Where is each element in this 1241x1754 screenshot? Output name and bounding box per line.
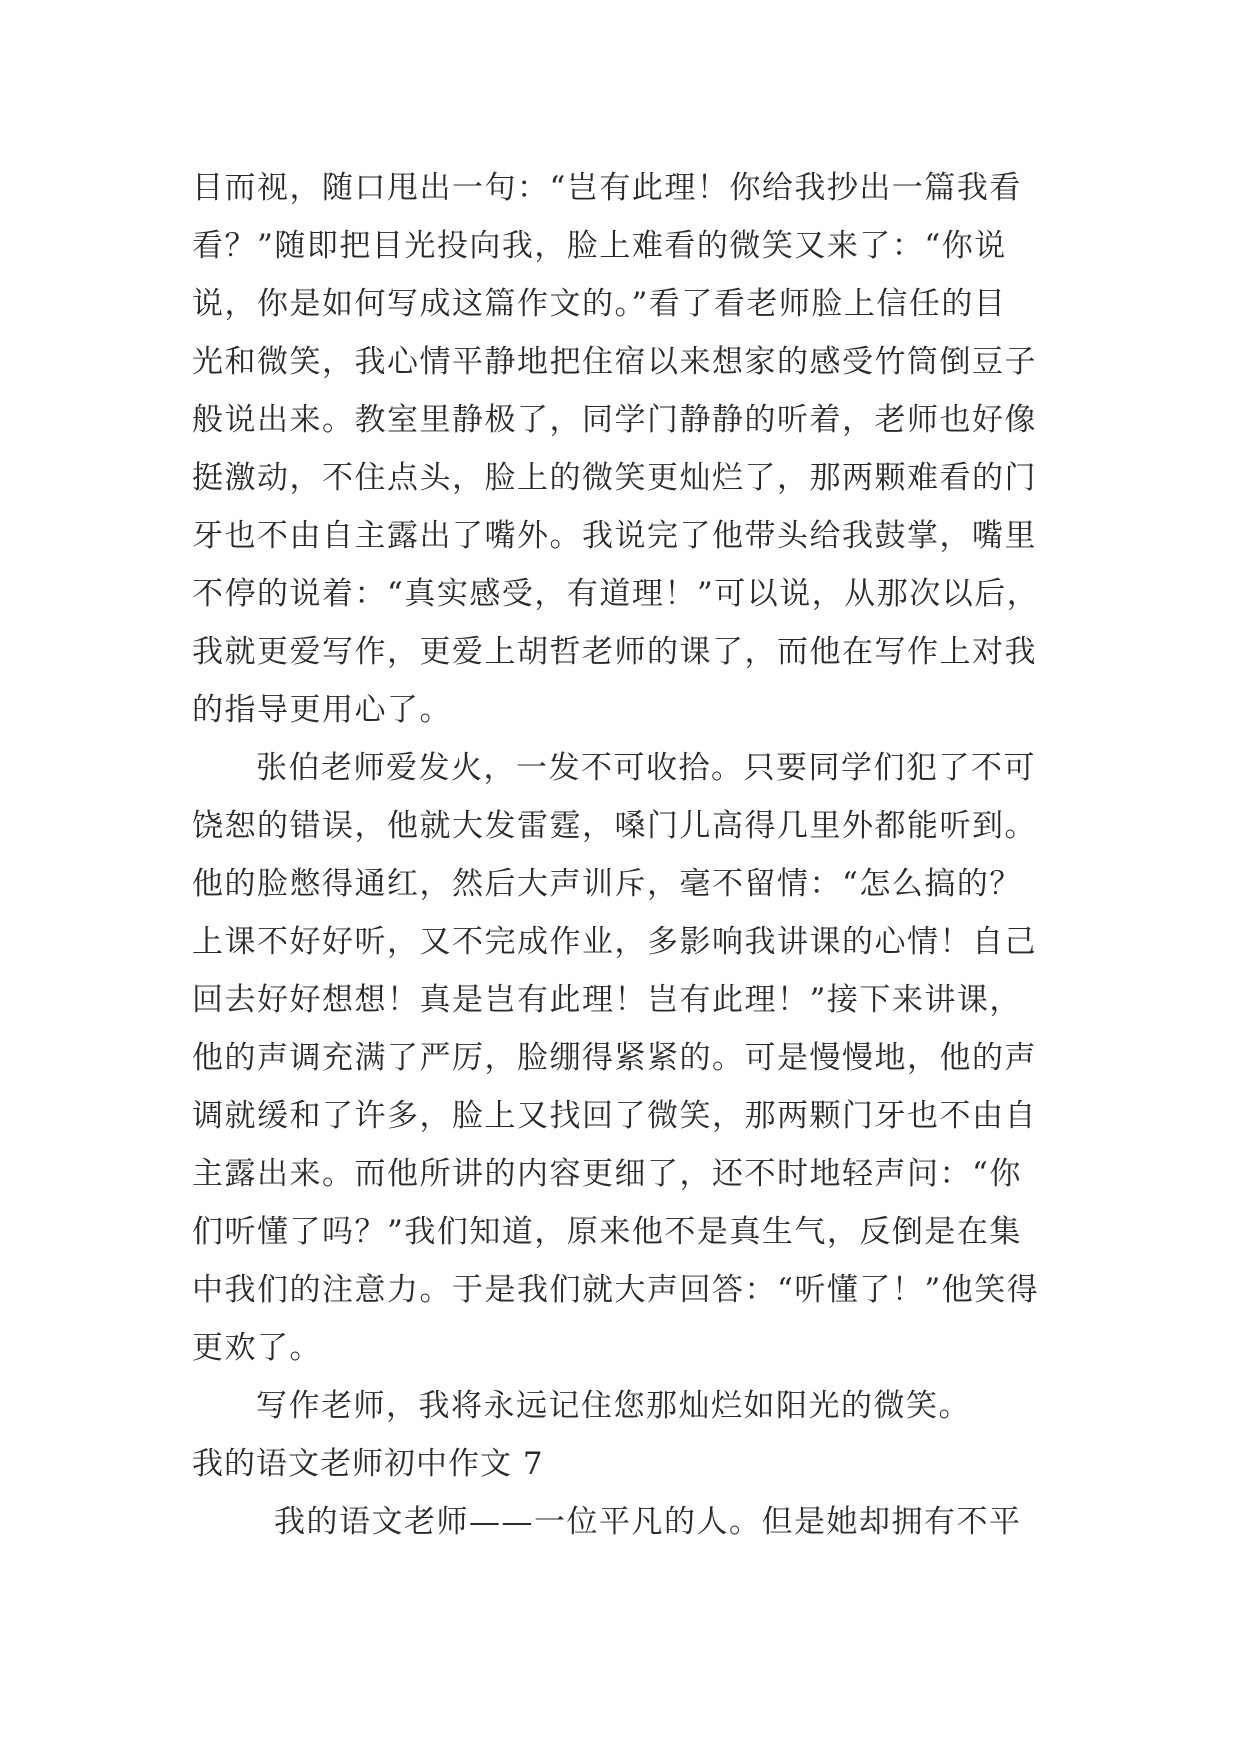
text-line-20: 中我们的注意力。于是我们就大声回答：“听懂了！”他笑得 xyxy=(192,1272,1040,1308)
paragraph-start-line: 张伯老师爱发火，一发不可收拾。只要同学们犯了不可 xyxy=(256,750,1036,786)
text-line-19: 们听懂了吗？”我们知道，原来他不是真生气，反倒是在集 xyxy=(192,1214,1022,1250)
document-body xyxy=(192,159,1052,1551)
text-line-15: 回去好好想想！真是岂有此理！岂有此理！”接下来讲课， xyxy=(192,982,1022,1018)
text-line-6: 挺激动，不住点头，脸上的微笑更灿烂了，那两颗难看的门 xyxy=(192,460,1037,496)
text-line-9: 我就更爱写作，更爱上胡哲老师的课了，而他在写作上对我 xyxy=(192,634,1037,670)
text-line-3: 说，你是如何写成这篇作文的。”看了看老师脸上信任的目 xyxy=(192,286,1007,322)
text-line-7: 牙也不由自主露出了嘴外。我说完了他带头给我鼓掌，嘴里 xyxy=(192,518,1037,554)
text-line-14: 上课不好好听，又不完成作业，多影响我讲课的心情！自己 xyxy=(192,924,1037,960)
text-line-21: 更欢了。 xyxy=(192,1330,322,1366)
section-heading: 我的语文老师初中作文 7 xyxy=(192,1446,544,1482)
text-line-5: 般说出来。教室里静极了，同学门静静的听着，老师也好像 xyxy=(192,402,1037,438)
text-line-8: 不停的说着：“真实感受，有道理！”可以说，从那次以后， xyxy=(192,576,1040,612)
text-line-16: 他的声调充满了严厉，脸绷得紧紧的。可是慢慢地，他的声 xyxy=(192,1040,1037,1076)
text-line-1: 目而视，随口甩出一句：“岂有此理！你给我抄出一篇我看 xyxy=(192,170,1022,206)
paragraph-start-line-2: 我的语文老师——一位平凡的人。但是她却拥有不平 xyxy=(274,1504,1022,1540)
text-line-4: 光和微笑，我心情平静地把住宿以来想家的感受竹筒倒豆子 xyxy=(192,344,1037,380)
text-line-2: 看？”随即把目光投向我，脸上难看的微笑又来了：“你说 xyxy=(192,228,1007,264)
closing-line: 写作老师，我将永远记住您那灿烂如阳光的微笑。 xyxy=(256,1388,971,1424)
text-line-12: 饶恕的错误，他就大发雷霆，嗓门儿高得几里外都能听到。 xyxy=(192,808,1037,844)
text-line-10: 的指导更用心了。 xyxy=(192,692,452,728)
text-line-17: 调就缓和了许多，脸上又找回了微笑，那两颗门牙也不由自 xyxy=(192,1098,1037,1134)
text-line-13: 他的脸憋得通红，然后大声训斥，毫不留情：“怎么搞的？ xyxy=(192,866,1022,902)
text-line-18: 主露出来。而他所讲的内容更细了，还不时地轻声问：“你 xyxy=(192,1156,1022,1192)
